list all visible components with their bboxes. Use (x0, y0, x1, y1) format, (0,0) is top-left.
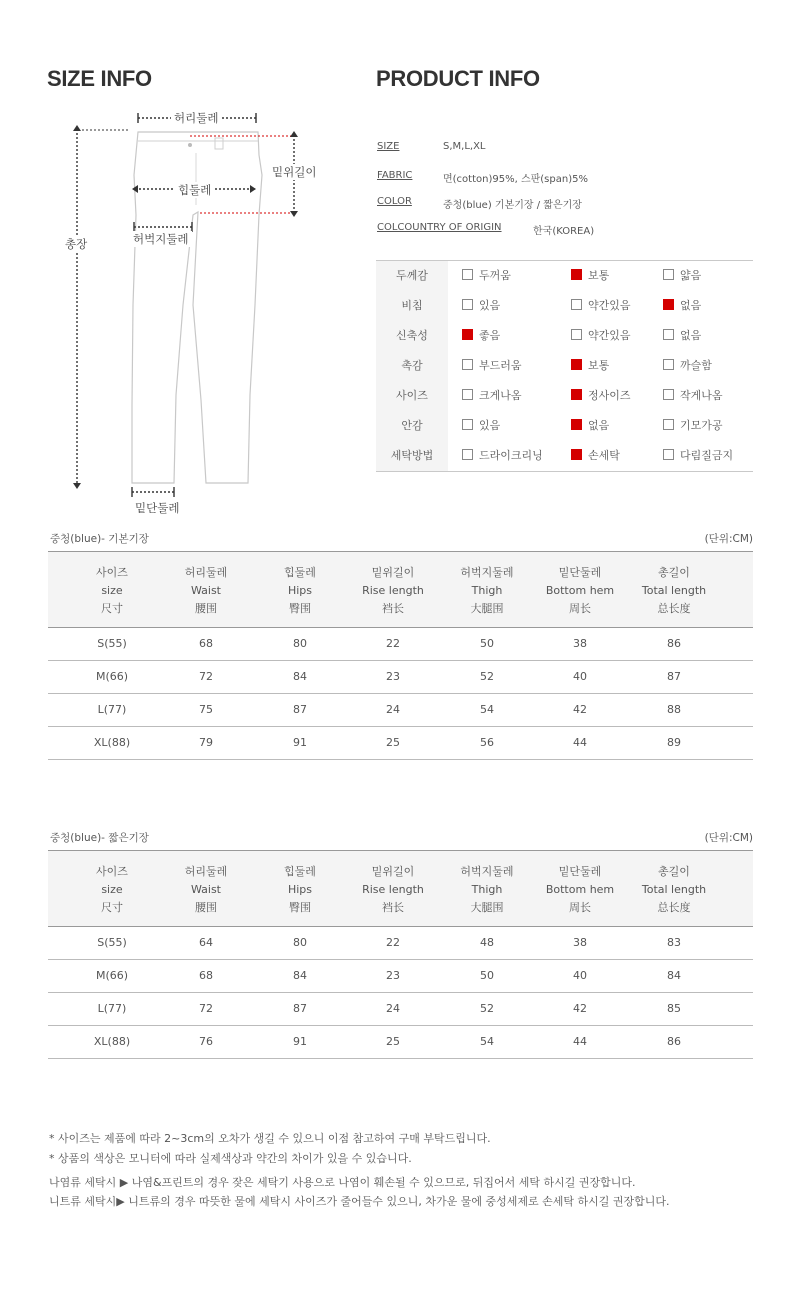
size-table-header-cell (343, 564, 443, 618)
table-cell: 38 (573, 936, 587, 949)
checkbox (663, 329, 674, 340)
feel-option-label: 없음 (680, 299, 702, 312)
product-info-value: 중청(blue) 기본기장 / 짧은기장 (443, 200, 582, 211)
table-cell: 54 (480, 1035, 494, 1048)
feel-option (462, 419, 500, 433)
feel-option-label: 크게나옴 (479, 389, 522, 402)
feel-option (663, 389, 723, 403)
feel-option (571, 269, 609, 283)
feel-option (462, 389, 522, 403)
header-line: Bottom hem (545, 883, 615, 896)
feel-option (571, 389, 631, 403)
feel-option (462, 269, 511, 283)
table-cell: 25 (386, 736, 400, 749)
table-cell: 48 (480, 936, 494, 949)
size-table (48, 551, 753, 760)
header-line: 밑단둘레 (558, 865, 602, 878)
feel-option (663, 419, 723, 433)
header-line: Hips (287, 584, 313, 597)
table-cell: L(77) (97, 1002, 127, 1015)
hem-label: 밑단둘레 (132, 500, 182, 516)
checkbox (571, 359, 582, 370)
table-row (48, 1026, 753, 1059)
table-cell: 91 (293, 1035, 307, 1048)
feel-row-name: 안감 (376, 411, 448, 441)
feel-row-name: 두께감 (376, 261, 448, 291)
table-cell: XL(88) (93, 736, 131, 749)
feel-row (376, 441, 753, 471)
table-row (48, 628, 753, 661)
checkbox (571, 419, 582, 430)
feel-option (663, 299, 701, 313)
checkbox (462, 299, 473, 310)
table-cell: 80 (293, 936, 307, 949)
hips-label: 힙둘레 (175, 182, 214, 198)
table-cell: 56 (480, 736, 494, 749)
table-cell: 75 (199, 703, 213, 716)
note-knit-washing: 니트류 세탁시▶ 니트류의 경우 따뜻한 물에 세탁시 사이즈가 줄어들수 있으니, 차가운 물에 중성세제로 손세탁 하시길 권장합니다. (49, 1195, 670, 1208)
feel-option-label: 좋음 (479, 329, 501, 342)
table-cell: 25 (386, 1035, 400, 1048)
header-line: 尺寸 (101, 901, 123, 914)
thigh-label: 허벅지둘레 (130, 231, 192, 247)
header-line: Waist (190, 584, 221, 597)
table-cell: S(55) (97, 637, 127, 650)
table-cell: 42 (573, 1002, 587, 1015)
fabric-feel-table (376, 260, 753, 472)
table-row (48, 927, 753, 960)
table-cell: 68 (199, 637, 213, 650)
product-info-label: COLOR (377, 196, 412, 207)
checkbox (663, 359, 674, 370)
size-table-header-cell (62, 863, 162, 917)
size-table-header (48, 851, 753, 927)
table-row (48, 694, 753, 727)
table-cell: 22 (386, 936, 400, 949)
product-info-label: COLCOUNTRY OF ORIGIN (377, 222, 502, 233)
table-cell: XL(88) (93, 1035, 131, 1048)
feel-row (376, 291, 753, 321)
table-cell: 64 (199, 936, 213, 949)
header-line: 허리둘레 (184, 566, 228, 579)
feel-option-label: 기모가공 (680, 419, 723, 432)
table-cell: 80 (293, 637, 307, 650)
feel-option-label: 손세탁 (588, 449, 620, 462)
header-line: Hips (287, 883, 313, 896)
header-line: 尺寸 (101, 602, 123, 615)
header-line: 밑단둘레 (558, 566, 602, 579)
note-size-tolerance: * 사이즈는 제품에 따라 2~3cm의 오차가 생길 수 있으니 이점 참고하여 구매 부탁드립니다. (49, 1132, 491, 1145)
table-cell: 84 (293, 969, 307, 982)
header-line: Total length (641, 883, 707, 896)
feel-option-label: 없음 (680, 329, 702, 342)
table-cell: 50 (480, 969, 494, 982)
header-line: 밑위길이 (371, 566, 415, 579)
checkbox (663, 449, 674, 460)
table-cell: 86 (667, 1035, 681, 1048)
checkbox (571, 389, 582, 400)
checkbox (663, 419, 674, 430)
header-line: 밑위길이 (371, 865, 415, 878)
checkbox (462, 389, 473, 400)
header-line: 周长 (569, 602, 591, 615)
feel-row (376, 351, 753, 381)
feel-option (571, 419, 609, 433)
note-print-washing: 나염류 세탁시 ▶ 나염&프린트의 경우 잦은 세탁기 사용으로 나염이 훼손될 수 있으므로, 뒤집어서 세탁 하시길 권장합니다. (49, 1176, 636, 1189)
note-color-difference: * 상품의 색상은 모니터에 따라 실제색상과 약간의 차이가 있을 수 있습니다. (49, 1152, 412, 1165)
table-cell: 38 (573, 637, 587, 650)
table-cell: 52 (480, 1002, 494, 1015)
waist-label: 허리둘레 (171, 110, 221, 126)
checkbox (571, 299, 582, 310)
table-cell: 40 (573, 670, 587, 683)
table-row (48, 993, 753, 1026)
feel-option (462, 359, 522, 373)
header-line: Rise length (362, 883, 424, 896)
table-cell: 72 (199, 670, 213, 683)
feel-option (571, 359, 609, 373)
table-cell: L(77) (97, 703, 127, 716)
checkbox (462, 419, 473, 430)
feel-option-label: 없음 (588, 419, 610, 432)
header-line: 裆长 (382, 901, 404, 914)
size-table-unit: (단위:CM) (704, 533, 753, 545)
table-cell: 22 (386, 637, 400, 650)
table-cell: 91 (293, 736, 307, 749)
feel-option-label: 다림질금지 (680, 449, 734, 462)
table-cell: 89 (667, 736, 681, 749)
table-cell: 54 (480, 703, 494, 716)
feel-option-label: 약간있음 (588, 299, 631, 312)
header-line: 总长度 (657, 901, 691, 914)
table-cell: S(55) (97, 936, 127, 949)
table-cell: 52 (480, 670, 494, 683)
table-row (48, 661, 753, 694)
header-line: 臀围 (289, 901, 311, 914)
table-cell: 72 (199, 1002, 213, 1015)
checkbox (571, 449, 582, 460)
feel-option-label: 부드러움 (479, 359, 522, 372)
table-cell: 87 (667, 670, 681, 683)
product-info-value: 한국(KOREA) (533, 226, 595, 237)
size-table-header-cell (250, 564, 350, 618)
feel-option (462, 299, 500, 313)
checkbox (462, 359, 473, 370)
header-line: 大腿围 (470, 602, 504, 615)
table-cell: 87 (293, 1002, 307, 1015)
header-line: 周长 (569, 901, 591, 914)
feel-row-name: 촉감 (376, 351, 448, 381)
size-table-header-cell (156, 863, 256, 917)
size-table-caption: 중청(blue)- 기본기장 (50, 533, 149, 545)
header-line: 腰围 (195, 901, 217, 914)
table-cell: 84 (293, 670, 307, 683)
feel-option (462, 449, 543, 463)
size-table (48, 850, 753, 1059)
feel-option (663, 359, 712, 373)
table-cell: 23 (386, 969, 400, 982)
table-row (48, 960, 753, 993)
checkbox (462, 329, 473, 340)
table-cell: 83 (667, 936, 681, 949)
feel-row-name: 신축성 (376, 321, 448, 351)
header-line: size (101, 883, 123, 896)
table-cell: 24 (386, 1002, 400, 1015)
feel-option-label: 드라이크리닝 (479, 449, 543, 462)
feel-option-label: 정사이즈 (588, 389, 631, 402)
size-table-header-cell (156, 564, 256, 618)
table-cell: 84 (667, 969, 681, 982)
header-line: Bottom hem (545, 584, 615, 597)
table-cell: 88 (667, 703, 681, 716)
checkbox (663, 269, 674, 280)
header-line: 大腿围 (470, 901, 504, 914)
header-line: Rise length (362, 584, 424, 597)
feel-option (462, 329, 500, 343)
table-cell: 86 (667, 637, 681, 650)
table-cell: 68 (199, 969, 213, 982)
feel-option-label: 약간있음 (588, 329, 631, 342)
feel-option-label: 있음 (479, 419, 501, 432)
header-line: 사이즈 (96, 865, 128, 878)
table-cell: 79 (199, 736, 213, 749)
header-line: size (101, 584, 123, 597)
size-info-title: SIZE INFO (47, 66, 152, 91)
checkbox (663, 389, 674, 400)
feel-option-label: 두꺼움 (479, 269, 511, 282)
size-table-header-cell (437, 863, 537, 917)
header-line: 힙둘레 (284, 566, 316, 579)
table-cell: 76 (199, 1035, 213, 1048)
size-table-header-cell (530, 564, 630, 618)
header-line: Thigh (471, 584, 503, 597)
product-info-value: 면(cotton)95%, 스판(span)5% (443, 174, 588, 185)
feel-row-name: 비침 (376, 291, 448, 321)
size-table-caption: 중청(blue)- 짧은기장 (50, 832, 149, 844)
feel-option (663, 329, 701, 343)
total-length-label: 총장 (62, 236, 90, 252)
size-table-header (48, 552, 753, 628)
header-line: 臀围 (289, 602, 311, 615)
table-row (48, 727, 753, 760)
product-info-title: PRODUCT INFO (376, 66, 540, 91)
table-cell: 42 (573, 703, 587, 716)
table-cell: 24 (386, 703, 400, 716)
size-table-header-cell (62, 564, 162, 618)
table-cell: M(66) (95, 969, 129, 982)
header-line: 힙둘레 (284, 865, 316, 878)
header-line: 腰围 (195, 602, 217, 615)
checkbox (663, 299, 674, 310)
product-info-label: FABRIC (377, 170, 413, 181)
feel-option-label: 작게나옴 (680, 389, 723, 402)
checkbox (462, 449, 473, 460)
feel-row (376, 321, 753, 351)
table-cell: 23 (386, 670, 400, 683)
checkbox (571, 329, 582, 340)
size-table-header-cell (624, 564, 724, 618)
pants-diagram (40, 105, 340, 525)
feel-option-label: 있음 (479, 299, 501, 312)
product-info-value: S,M,L,XL (443, 141, 486, 152)
feel-row-name: 사이즈 (376, 381, 448, 411)
header-line: Waist (190, 883, 221, 896)
header-line: 허벅지둘레 (460, 865, 514, 878)
table-cell: 87 (293, 703, 307, 716)
table-cell: 44 (573, 736, 587, 749)
feel-row (376, 411, 753, 441)
header-line: 총길이 (658, 865, 690, 878)
size-table-unit: (단위:CM) (704, 832, 753, 844)
feel-row (376, 381, 753, 411)
feel-row (376, 261, 753, 291)
size-table-header-cell (250, 863, 350, 917)
header-line: 사이즈 (96, 566, 128, 579)
header-line: 허리둘레 (184, 865, 228, 878)
size-table-header-cell (343, 863, 443, 917)
feel-option-label: 얇음 (680, 269, 702, 282)
checkbox (462, 269, 473, 280)
feel-option (571, 449, 620, 463)
header-line: 裆长 (382, 602, 404, 615)
table-cell: 50 (480, 637, 494, 650)
checkbox (571, 269, 582, 280)
header-line: 总长度 (657, 602, 691, 615)
feel-option (571, 329, 631, 343)
feel-option (571, 299, 631, 313)
product-info-label: SIZE (377, 141, 400, 152)
feel-option (663, 269, 701, 283)
header-line: Total length (641, 584, 707, 597)
size-table-header-cell (437, 564, 537, 618)
table-cell: 85 (667, 1002, 681, 1015)
table-cell: 44 (573, 1035, 587, 1048)
size-table-header-cell (624, 863, 724, 917)
feel-option-label: 보통 (588, 269, 610, 282)
header-line: 총길이 (658, 566, 690, 579)
feel-option (663, 449, 733, 463)
table-cell: 40 (573, 969, 587, 982)
feel-option-label: 까슬함 (680, 359, 712, 372)
table-cell: M(66) (95, 670, 129, 683)
feel-option-label: 보통 (588, 359, 610, 372)
size-table-header-cell (530, 863, 630, 917)
feel-row-name: 세탁방법 (376, 441, 448, 471)
header-line: 허벅지둘레 (460, 566, 514, 579)
header-line: Thigh (471, 883, 503, 896)
rise-label: 밑위길이 (269, 164, 319, 180)
